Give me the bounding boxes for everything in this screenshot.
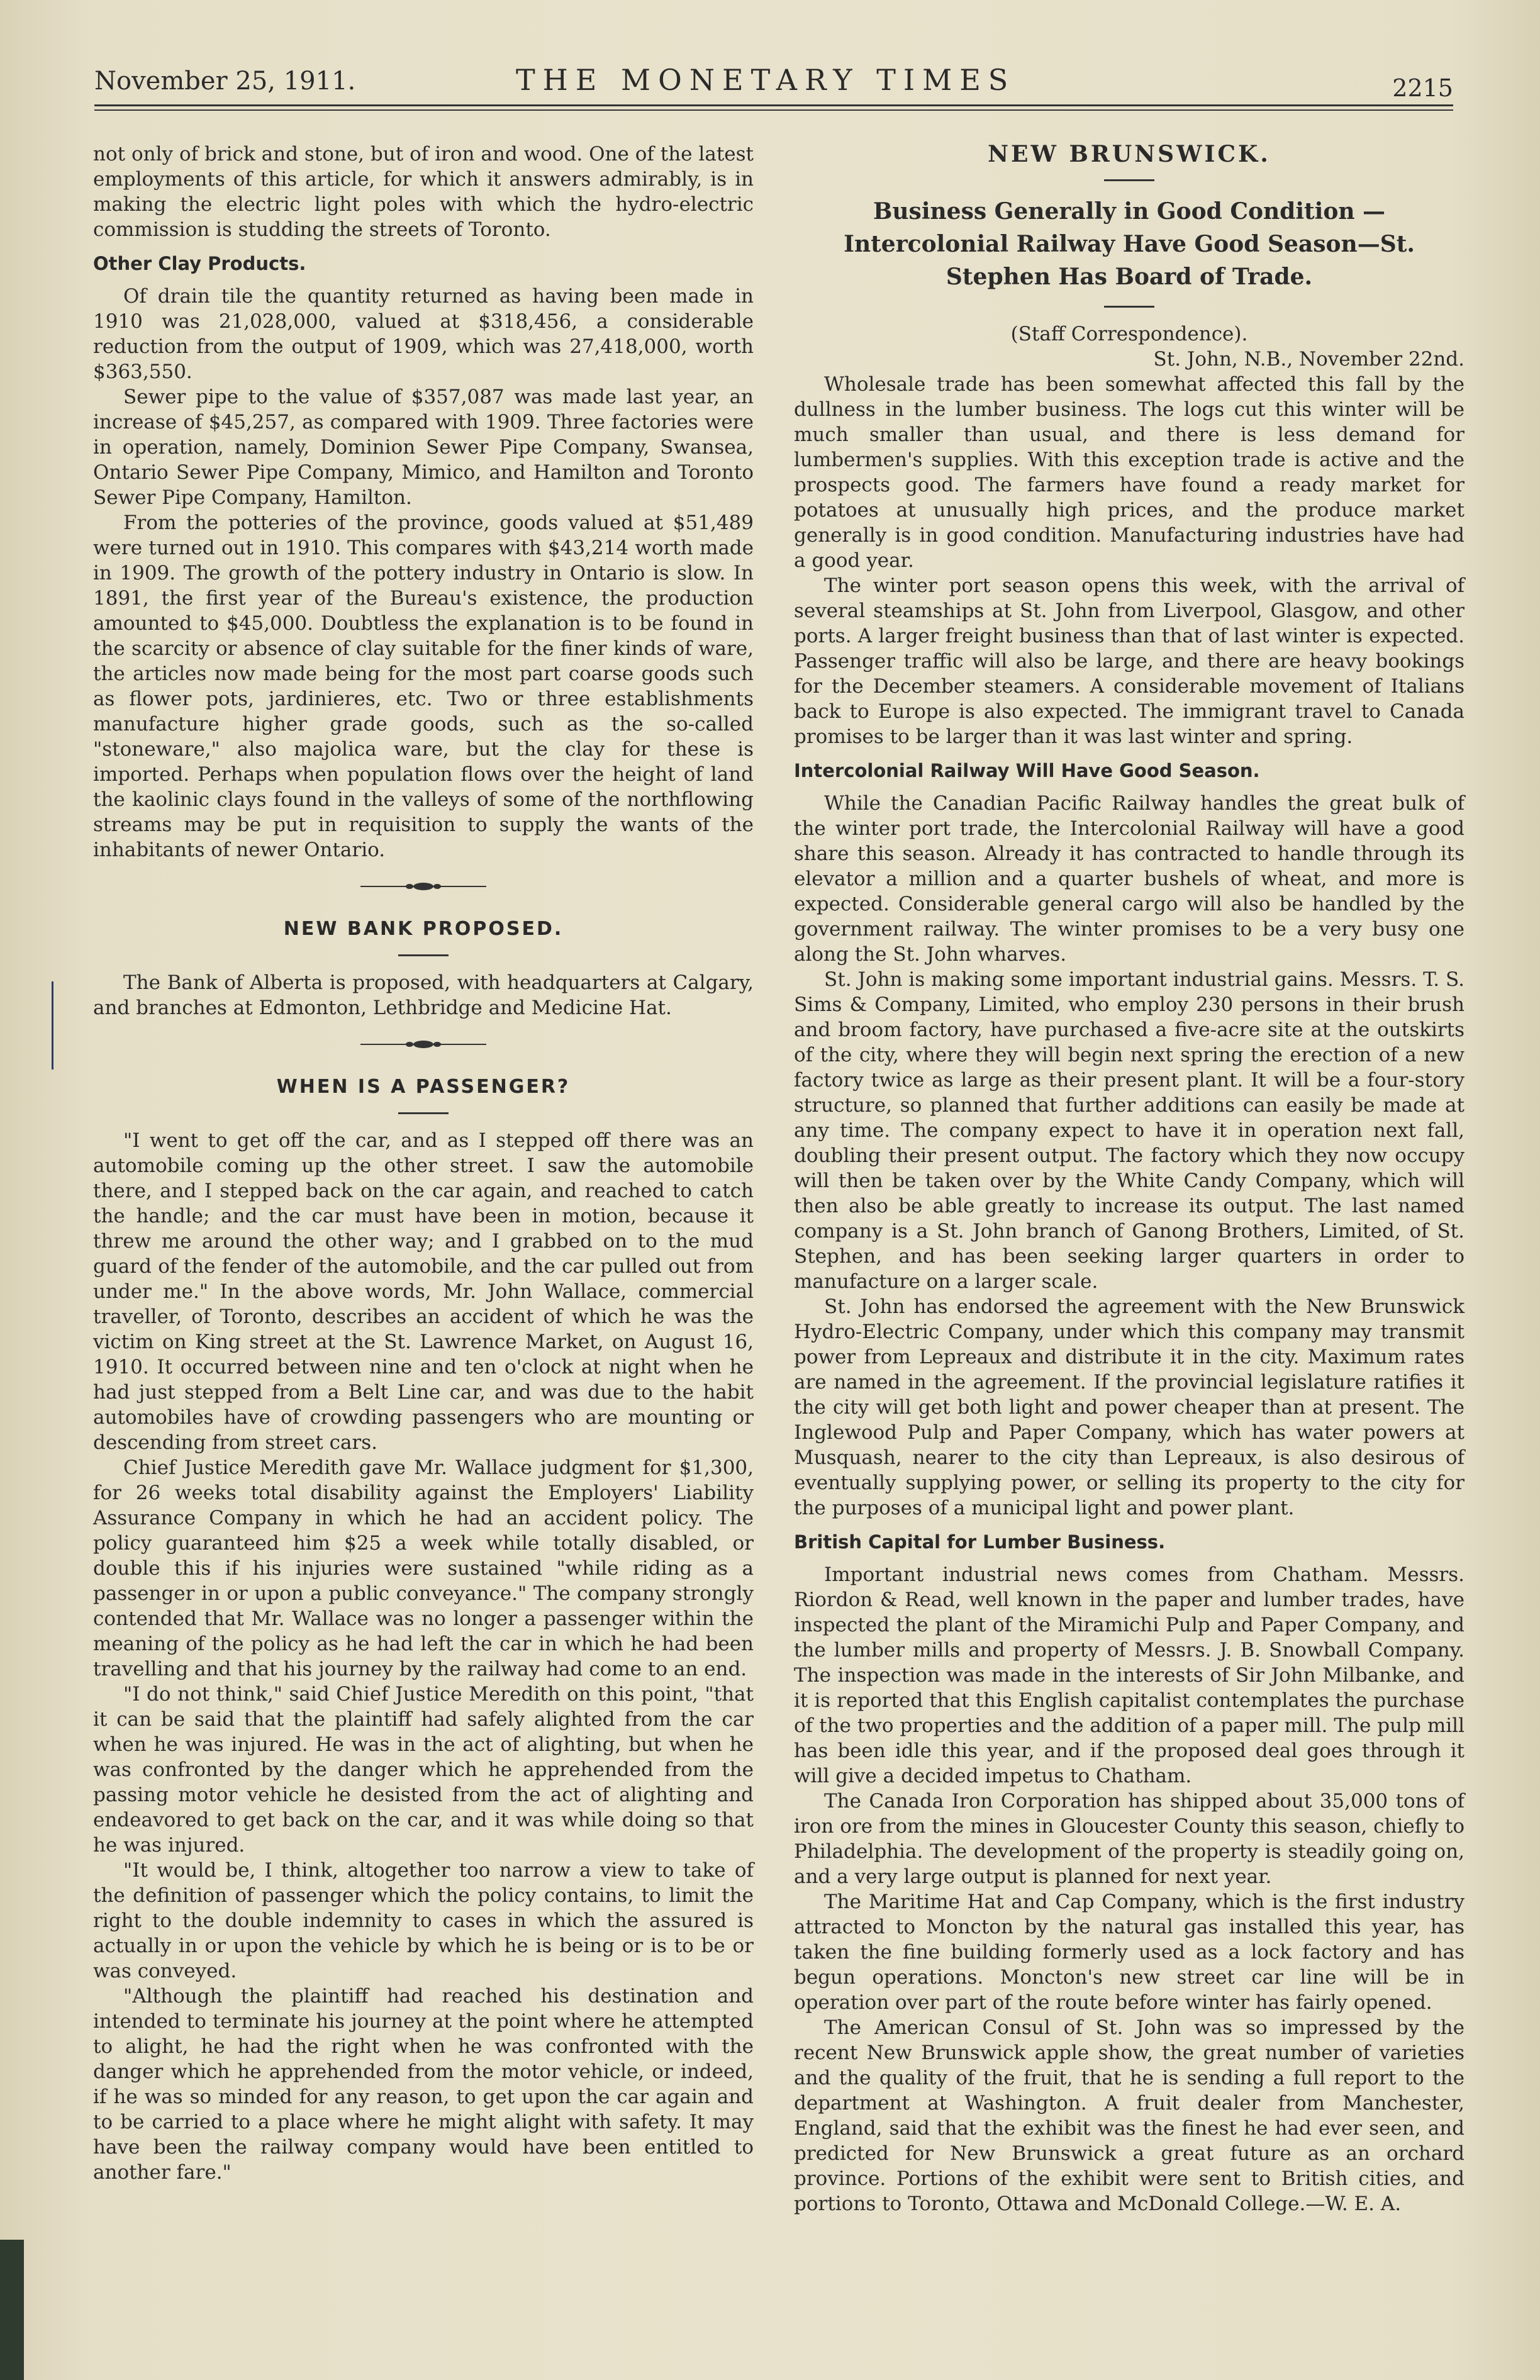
nb-paragraph-1: Wholesale trade has been somewhat affected this fall by the dullness in the lumber business. The logs cut this winter will be much smaller than usual, and there is less demand for lumbermen's supplies. With this exception trade is active and the prospects good. The farmers have found a ready market for potatoes at unusually high prices, and the produce market generally is in good condition. Manufacturing industries have had a good year. [794, 373, 1465, 572]
intercolonial-subhead: Intercolonial Railway Will Have Good Season. [794, 760, 1260, 781]
british-capital-paragraph-3: The Maritime Hat and Cap Company, which is the first industry attracted to Moncton by the natural gas installed this year, has taken the fine building formerly used as a lock factory and has begun operations. Moncton's new street car line will be in operation over part of the route before winter has fairly opened. [794, 1891, 1465, 2014]
intercolonial-paragraph-1: While the Canadian Pacific Railway handles the great bulk of the winter port trade, the Intercolonial Railway will have a good share this season. Already it has contracted to handle through its elevator a million and a quarter bushels of wheat, and more is expected. Considerable general cargo will also be handled by the government railway. The winter promises to be a very busy one along the St. John wharves. [794, 792, 1465, 966]
clay-paragraph-3: From the potteries of the province, goods valued at $51,489 were turned out in 1910. This compares with $43,214 worth made in 1909. The growth of the pottery industry in Ontario is slow. In 1891, the first year of the Bureau's existence, the production amounted to $45,000. Doubtless the explanation is to be found in the scarcity or absence of clay suitable for the finer kinds of ware, the articles now made being for the most part coarse goods such as flower pots, jardinieres, etc. Two or three establishments manufacture higher grade goods, such as the so-called "stoneware," also majolica ware, but the clay for these is imported. Perhaps when population flows over the height of land the kaolinic clays found in the valleys of some of the northflowing streams may be put in requisition to supply the wants of the inhabitants of newer Ontario. [93, 511, 754, 861]
british-capital-subhead: British Capital for Lumber Business. [794, 1531, 1166, 1553]
clay-products-subhead: Other Clay Products. [93, 253, 306, 274]
passenger-paragraph-3: "I do not think," said Chief Justice Meredith on this point, "that it can be said that the plaintiff had safely alighted from the car when he was injured. He was in the act of alighting, but when he was confronted by the danger which he apprehended from the passing motor vehicle he desisted from the act of alighting and endeavored to get back on the car, and it was while doing so that he was injured. [93, 1683, 754, 1857]
header-rule-double [94, 109, 1453, 111]
margin-pencil-mark [52, 981, 53, 1070]
passenger-title: WHEN IS A PASSENGER? [276, 1076, 571, 1098]
british-capital-paragraph-4: The American Consul of St. John was so impressed by the recent New Brunswick apple show, the great number of varieties and the quality of the fruit, that he is sending a full report to the department at Washington. A fruit dealer from Manchester, England, said that the exhibit was the finest he had ever seen, and predicted for New Brunswick a great future as an orchard province. Portions of the exhibit were sent to British cities, and portions to Toronto, Ottawa and McDonald College.—W. E. A. [794, 2016, 1465, 2215]
story-headline: Business Generally in Good Condition — Intercolonial Railway Have Good Season—St. Stephen Has Board of Trade. [844, 198, 1415, 290]
left-column [93, 142, 754, 2185]
right-column [794, 142, 1465, 2216]
british-capital-paragraph-1: Important industrial news comes from Chatham. Messrs. Riordon & Read, well known in the paper and lumber trades, have inspected the plant of the Miramichi Pulp and Paper Company, and the lumber mills and property of Messrs. J. B. Snowball Company. The inspection was made in the interests of Sir John Milbanke, and it is reported that this English capitalist contemplates the purchase of the two properties and the addition of a paper mill. The pulp mill has been idle this year, and if the proposed deal goes through it will give a decided impetus to Chatham. [794, 1563, 1465, 1787]
passenger-paragraph-4: "It would be, I think, altogether too narrow a view to take of the definition of passenger which the policy contains, to limit the right to the double indemnity to cases in which the assured is actually in or upon the vehicle by which he is being or is to be or was conveyed. [93, 1859, 754, 1982]
binding-strip [0, 2240, 24, 2380]
clay-paragraph-1: Of drain tile the quantity returned as having been made in 1910 was 21,028,000, valued at $318,456, a considerable reduction from the output of 1909, which was 27,418,000, worth $363,550. [93, 285, 754, 383]
bank-paragraph: The Bank of Alberta is proposed, with headquarters at Calgary, and branches at Edmonton, Lethbridge and Medicine Hat. [93, 971, 754, 1019]
new-bank-title: NEW BANK PROPOSED. [283, 918, 564, 940]
clay-paragraph-2: Sewer pipe to the value of $357,087 was made last year, an increase of $45,257, as compared with 1909. Three factories were in operation, namely, Dominion Sewer Pipe Company, Swansea, Ontario Sewer Pipe Company, Mimico, and Hamilton and Toronto Sewer Pipe Company, Hamilton. [93, 386, 754, 509]
dateline: St. John, N.B., November 22nd. [1153, 348, 1465, 371]
title-rule [398, 1112, 449, 1114]
header-page-number: 2215 [1392, 74, 1453, 102]
header-date: November 25, 1911. [94, 67, 356, 96]
ornament-divider [360, 881, 486, 891]
title-rule [398, 954, 449, 956]
ornament-divider [360, 1039, 486, 1049]
title-rule [1104, 306, 1154, 308]
staff-correspondence: (Staff Correspondence). [1010, 323, 1248, 345]
new-brunswick-title: NEW BRUNSWICK. [988, 141, 1271, 167]
passenger-paragraph-5: "Although the plaintiff had reached his destination and intended to terminate his journey at the point where he attempted to alight, he had the right when he was confronted with the danger which he apprehended from the motor vehicle, or indeed, if he was so minded for any reason, to get upon the car again and to be carried to a place where he might alight with safety. It may have been the railway company would have been entitled to another fare." [93, 1985, 754, 2184]
page-header [94, 63, 1453, 107]
intercolonial-paragraph-2: St. John is making some important industrial gains. Messrs. T. S. Sims & Company, Limited, who employ 230 persons in their brush and broom factory, have purchased a five-acre site at the outskirts of the city, where they will begin next spring the erection of a new factory twice as large as their present plant. It will be a four-story structure, so planned that further additions can easily be made at any time. The company expect to have it in operation next fall, doubling their present output. The factory which they now occupy will then be taken over by the White Candy Company, which will then also be able greatly to increase its output. The last named company is a St. John branch of Ganong Brothers, Limited, of St. Stephen, and has been seeking larger quarters in order to manufacture on a larger scale. [794, 968, 1465, 1293]
passenger-paragraph-2: Chief Justice Meredith gave Mr. Wallace judgment for $1,300, for 26 weeks total disability against the Employers' Liability Assurance Company in which he had an accident policy. The policy guaranteed him $25 a week while totally disabled, or double this if his injuries were sustained "while riding as a passenger in or upon a public conveyance." The company strongly contended that Mr. Wallace was no longer a passenger within the meaning of the policy as he had left the car in which he had been travelling and that his journey by the railway had come to an end. [93, 1456, 754, 1680]
intercolonial-paragraph-3: St. John has endorsed the agreement with the New Brunswick Hydro-Electric Company, under which this company may transmit power from Lepreaux and distribute it in the city. Maximum rates are named in the agreement. If the provincial legislature ratifies it the city will get both light and power cheaper than at present. The Inglewood Pulp and Paper Company, which has water powers at Musquash, nearer to the city than Lepreaux, is also desirous of eventually supplying power, or selling its property to the city for the purposes of a municipal light and power plant. [794, 1295, 1465, 1519]
header-title: THE MONETARY TIMES [516, 63, 1016, 97]
nb-paragraph-2: The winter port season opens this week, with the arrival of several steamships at St. John from Liverpool, Glasgow, and other ports. A larger freight business than that of last winter is expected. Passenger traffic will also be large, and there are heavy bookings for the December steamers. A considerable movement of Italians back to Europe is also expected. The immigrant travel to Canada promises to be larger than it was last winter and spring. [794, 574, 1465, 748]
title-rule [1104, 179, 1154, 181]
passenger-paragraph-1: "I went to get off the car, and as I stepped off there was an automobile coming up the other street. I saw the automobile there, and I stepped back on the car again, and reached to catch the handle; and the car must have been in motion, because it threw me around the other way; and I grabbed on to the mud guard of the fender of the automobile, and the car pulled out from under me." In the above words, Mr. John Wallace, commercial traveller, of Toronto, describes an accident of which he was the victim on King street at the St. Lawrence Market, on August 16, 1910. It occurred between nine and ten o'clock at night when he had just stepped from a Belt Line car, and was due to the habit automobiles have of crowding passengers who are mounting or descending from street cars. [93, 1129, 754, 1454]
intro-paragraph: not only of brick and stone, but of iron and wood. One of the latest employments of this article, for which it answers admirably, is in making the electric light poles with which the hydro-electric commission is studding the streets of Toronto. [93, 143, 754, 241]
header-rule [94, 104, 1453, 106]
british-capital-paragraph-2: The Canada Iron Corporation has shipped about 35,000 tons of iron ore from the mines in Gloucester County this season, chiefly to Philadelphia. The development of the property is steadily going on, and a very large output is planned for next year. [794, 1790, 1465, 1888]
